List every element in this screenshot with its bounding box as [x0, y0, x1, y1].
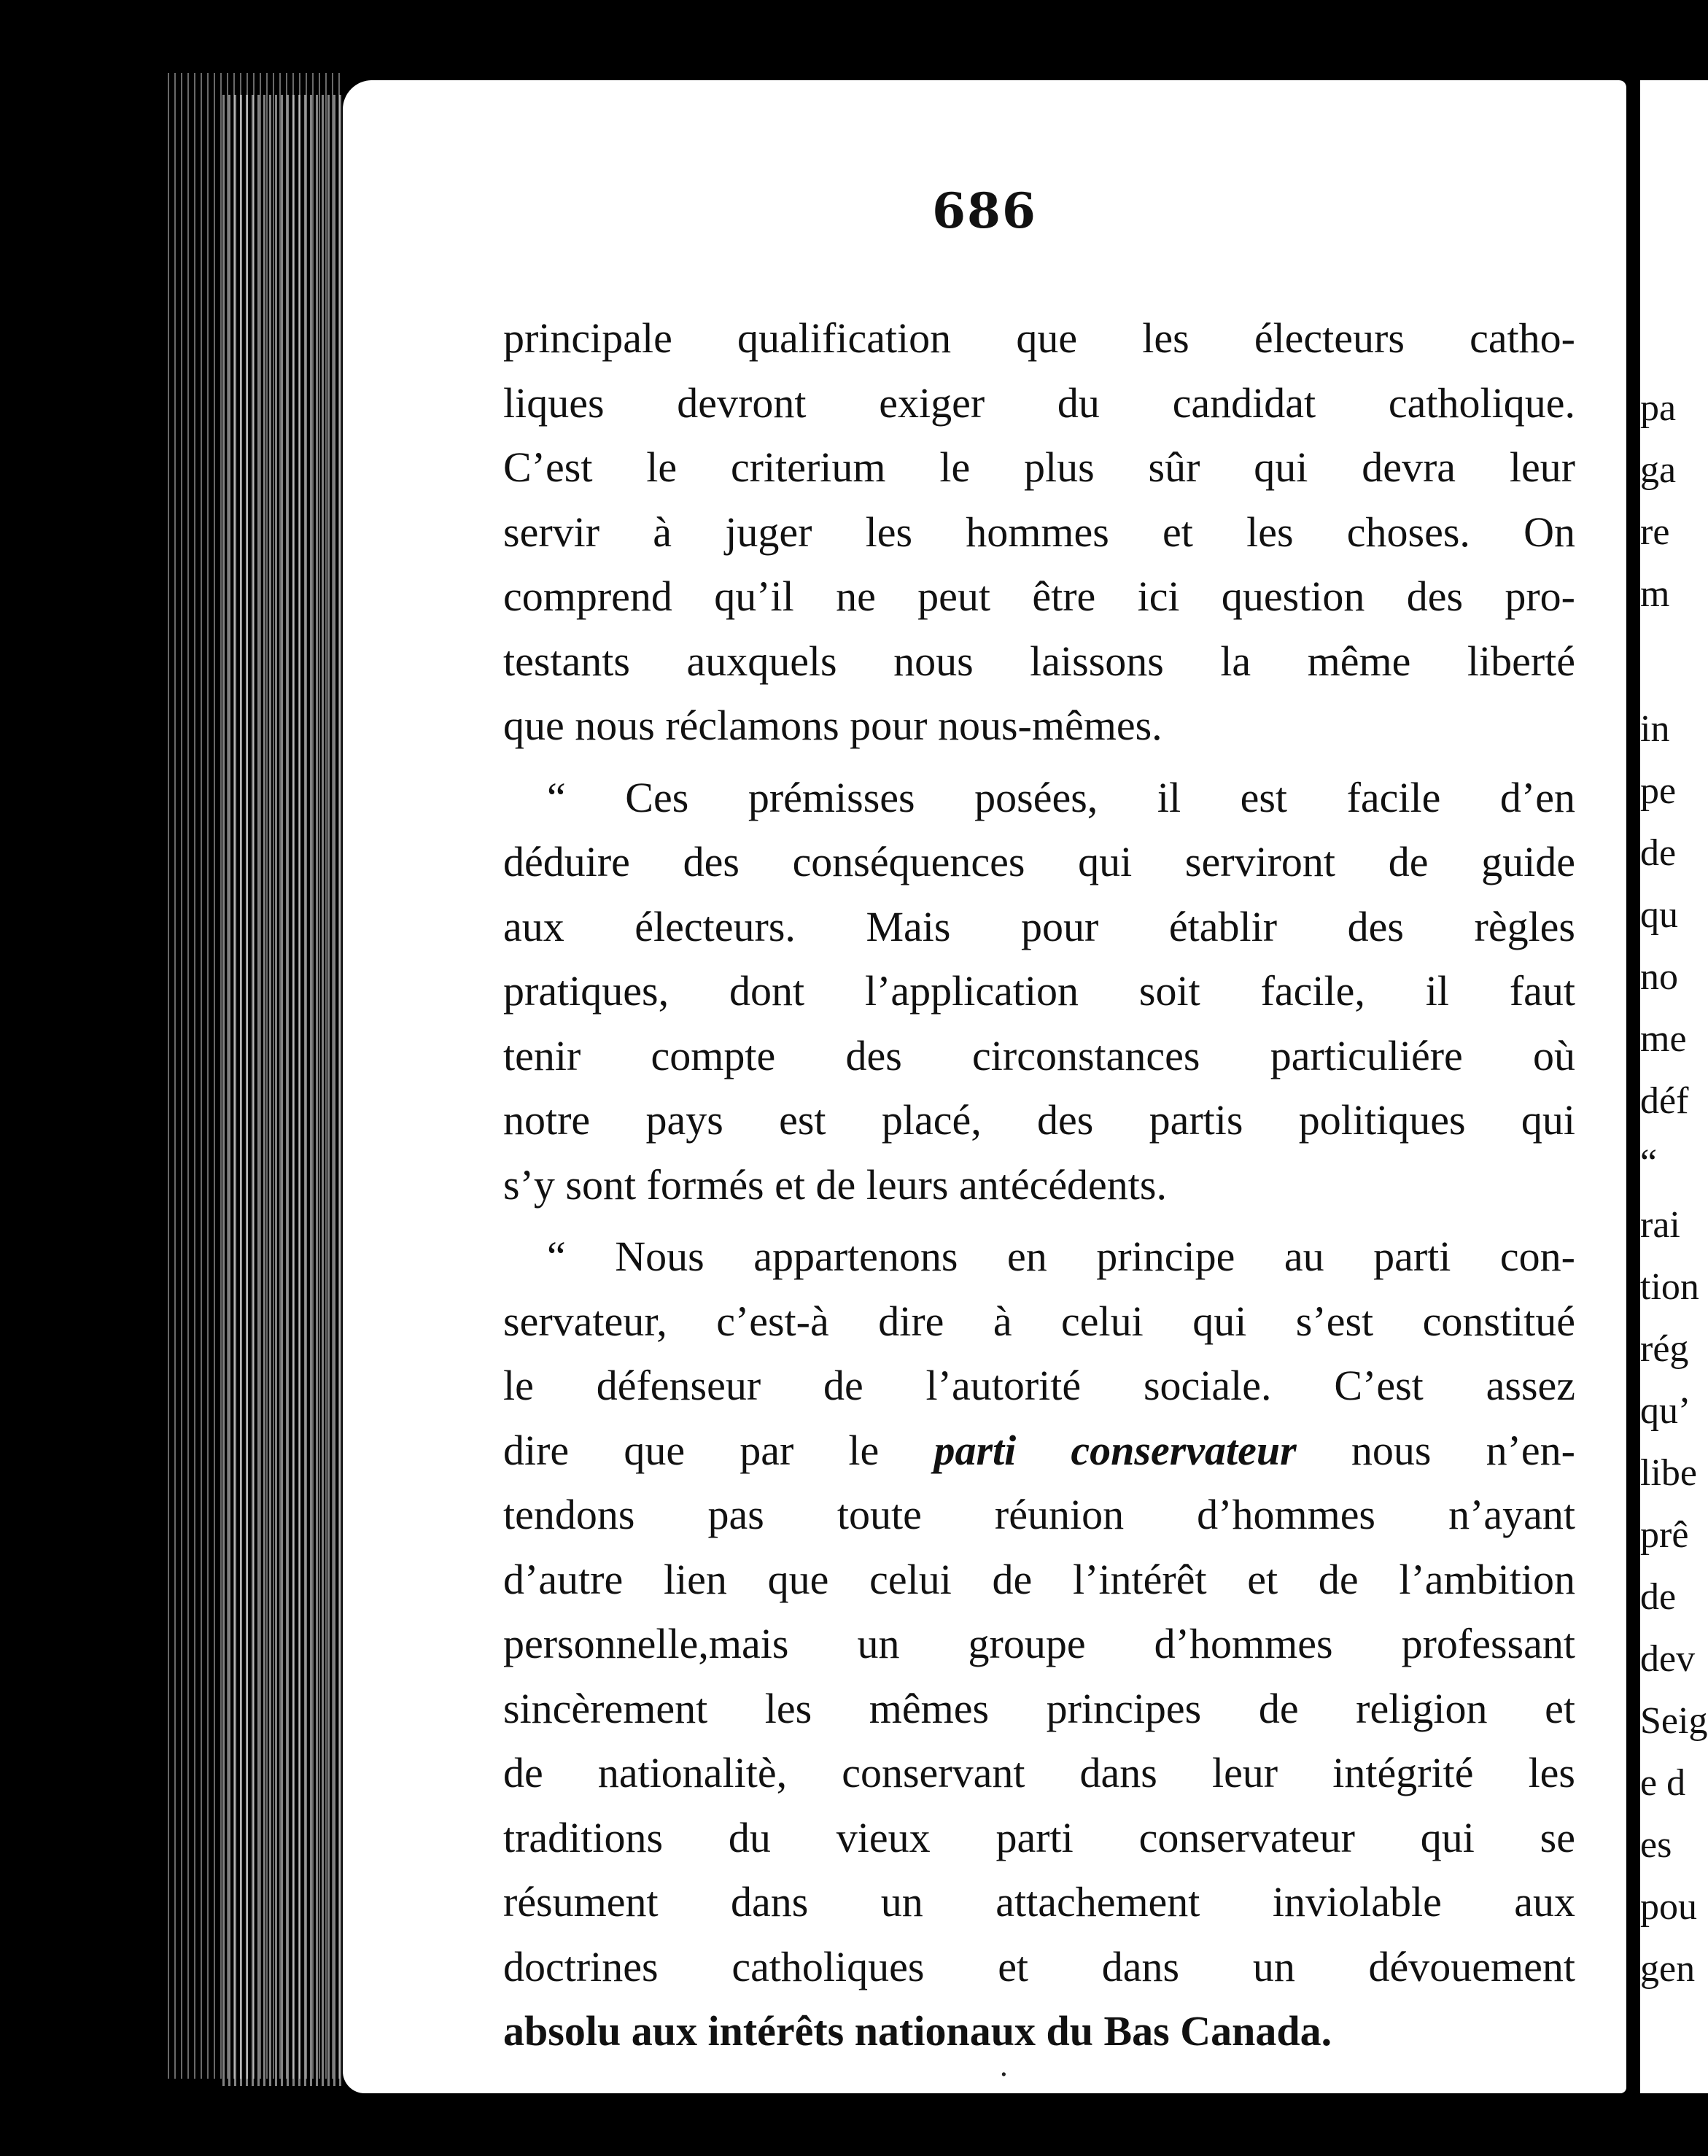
text-line: principale qualification que les électeurs catho- — [503, 314, 1575, 362]
facing-fragment: de — [1640, 1576, 1677, 1618]
text-line: le défenseur de l’autorité sociale. C’est assez — [503, 1362, 1575, 1409]
text-segment: dire que par le — [503, 1426, 934, 1474]
book-edge-highlight — [219, 95, 343, 2086]
facing-fragment: ga — [1640, 449, 1677, 491]
facing-fragment: qu’ — [1640, 1390, 1691, 1432]
page-number: 686 — [932, 182, 1037, 239]
facing-fragment: dev — [1640, 1638, 1696, 1680]
facing-fragment: pe — [1640, 770, 1677, 812]
facing-fragment: no — [1640, 956, 1678, 998]
text-line: servateur, c’est-à dire à celui qui s’est constitué — [503, 1297, 1575, 1345]
text-line: tenir compte des circonstances particuliére où — [503, 1031, 1575, 1079]
text-line: aux électeurs. Mais pour établir des règles — [503, 902, 1575, 950]
text-line: liques devront exiger du candidat catholique. — [503, 379, 1575, 427]
text-line: déduire des conséquences qui serviront de guide — [503, 838, 1575, 885]
text-line: “ Nous appartenons en principe au parti con- — [547, 1233, 1575, 1280]
text-line: notre pays est placé, des partis politiques qui — [503, 1096, 1575, 1144]
body-text — [503, 306, 1575, 2064]
facing-fragment: qu — [1640, 894, 1678, 936]
facing-fragment: rég — [1640, 1328, 1689, 1370]
text-line: sincèrement les mêmes principes de religion et — [503, 1684, 1575, 1732]
facing-fragment: gen — [1640, 1948, 1696, 1990]
facing-fragment: tion — [1640, 1266, 1699, 1308]
text-line: “ Ces prémisses posées, il est facile d’en — [547, 773, 1575, 821]
facing-fragment: prê — [1640, 1514, 1689, 1556]
text-line: C’est le criterium le plus sûr qui devra leur — [503, 443, 1575, 491]
facing-fragment: libe — [1640, 1452, 1697, 1494]
facing-fragment: in — [1640, 708, 1670, 750]
text-line: doctrines catholiques et dans un dévouement — [503, 1942, 1575, 1990]
text-line: testants auxquels nous laissons la même liberté — [503, 637, 1575, 685]
facing-fragment: re — [1640, 511, 1670, 553]
facing-fragment: “ — [1640, 1142, 1658, 1184]
facing-fragment: me — [1640, 1018, 1687, 1060]
facing-fragment: déf — [1640, 1080, 1689, 1122]
text-line: de nationalitè, conservant dans leur intégrité les — [503, 1749, 1575, 1796]
facing-page — [1630, 80, 1708, 2093]
facing-fragment: pou — [1640, 1886, 1697, 1928]
text-segment: nous n’en- — [1296, 1426, 1575, 1474]
facing-fragment: es — [1640, 1824, 1672, 1866]
page — [343, 80, 1626, 2093]
text-line: absolu aux intérêts nationaux du Bas Canada. — [503, 2007, 1332, 2055]
facing-fragment: pa — [1640, 387, 1677, 429]
facing-fragment: Seig — [1640, 1700, 1708, 1742]
facing-page-strip — [1640, 80, 1708, 2093]
text-line: personnelle,mais un groupe d’hommes professant — [503, 1620, 1575, 1667]
ink-speck: . — [999, 2050, 1009, 2083]
text-line: que nous réclamons pour nous-mêmes. — [503, 702, 1162, 749]
text-line: traditions du vieux parti conservateur qui se — [503, 1813, 1575, 1861]
text-line: tendons pas toute réunion d’hommes n’ayant — [503, 1491, 1575, 1538]
facing-fragment: m — [1640, 573, 1670, 615]
text-line: d’autre lien que celui de l’intérêt et de l’ambition — [503, 1555, 1575, 1603]
text-line: résument dans un attachement inviolable aux — [503, 1878, 1575, 1926]
text-line: pratiques, dont l’application soit facile, il faut — [503, 967, 1575, 1015]
text-line: comprend qu’il ne peut être ici question des pro- — [503, 573, 1575, 620]
facing-fragment: de — [1640, 832, 1677, 874]
italic-phrase: parti conservateur — [933, 1426, 1297, 1474]
text-line-with-italic — [503, 1419, 1575, 1484]
text-line: servir à juger les hommes et les choses. On — [503, 508, 1575, 556]
facing-fragment: e d — [1640, 1762, 1686, 1804]
facing-fragment: rai — [1640, 1204, 1680, 1246]
text-line: s’y sont formés et de leurs antécédents. — [503, 1160, 1167, 1209]
